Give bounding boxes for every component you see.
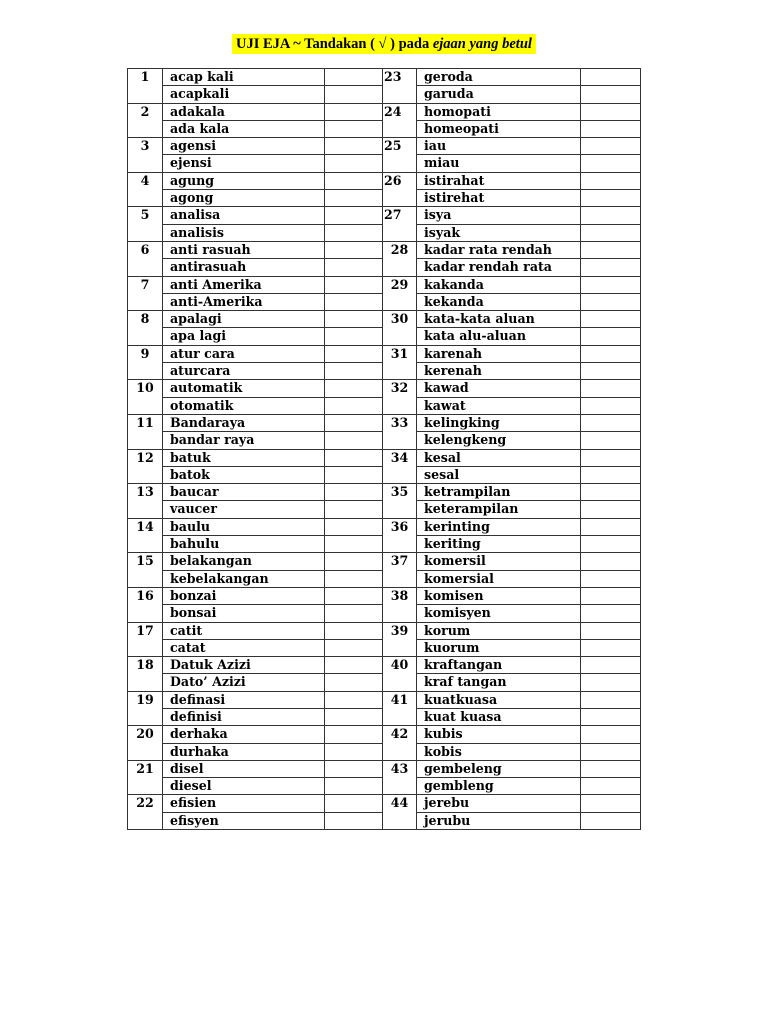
tick-box[interactable] <box>581 518 641 535</box>
table-row <box>128 207 641 224</box>
table-row <box>128 69 641 86</box>
tick-box[interactable] <box>325 726 383 743</box>
spelling-option: Bandaraya <box>163 414 325 431</box>
spelling-option: analisa <box>163 207 325 224</box>
spelling-option: bahulu <box>163 536 325 553</box>
tick-box[interactable] <box>325 795 383 812</box>
tick-box[interactable] <box>581 397 641 414</box>
tick-box[interactable] <box>325 691 383 708</box>
question-number: 32 <box>383 380 417 415</box>
spelling-option: anti-Amerika <box>163 293 325 310</box>
table-row <box>128 587 641 604</box>
tick-box[interactable] <box>581 743 641 760</box>
spelling-option: apa lagi <box>163 328 325 345</box>
question-number: 36 <box>383 518 417 553</box>
tick-box[interactable] <box>325 69 383 86</box>
title-emphasis: ejaan yang betul <box>432 36 532 52</box>
tick-box[interactable] <box>325 743 383 760</box>
tick-box[interactable] <box>325 138 383 155</box>
spelling-option: kekanda <box>417 293 581 310</box>
spelling-option: Datuk Azizi <box>163 657 325 674</box>
spelling-option: jerubu <box>417 812 581 829</box>
tick-box[interactable] <box>581 190 641 207</box>
question-number: 12 <box>128 449 163 484</box>
spelling-option: sesal <box>417 466 581 483</box>
tick-box[interactable] <box>325 276 383 293</box>
table-row <box>128 311 641 328</box>
spelling-option: gembeleng <box>417 760 581 777</box>
spelling-option: definasi <box>163 691 325 708</box>
table-row <box>128 518 641 535</box>
worksheet-title <box>232 34 536 54</box>
tick-box[interactable] <box>325 432 383 449</box>
tick-box[interactable] <box>581 293 641 310</box>
table-row <box>128 795 641 812</box>
spelling-option: korum <box>417 622 581 639</box>
tick-box[interactable] <box>325 414 383 431</box>
spelling-option: kata-kata aluan <box>417 311 581 328</box>
question-number: 40 <box>383 657 417 692</box>
spelling-option: durhaka <box>163 743 325 760</box>
spelling-option: komisen <box>417 587 581 604</box>
table-row <box>128 449 641 466</box>
tick-box[interactable] <box>325 553 383 570</box>
question-number: 8 <box>128 311 163 346</box>
spelling-option: kuatkuasa <box>417 691 581 708</box>
question-number: 3 <box>128 138 163 173</box>
tick-box[interactable] <box>325 484 383 501</box>
tick-box[interactable] <box>581 466 641 483</box>
spelling-table <box>127 68 641 830</box>
question-number: 6 <box>128 241 163 276</box>
tick-box[interactable] <box>581 726 641 743</box>
table-row <box>128 103 641 120</box>
spelling-option: agong <box>163 190 325 207</box>
spelling-option: otomatik <box>163 397 325 414</box>
spelling-option: kerinting <box>417 518 581 535</box>
tick-box[interactable] <box>581 639 641 656</box>
tick-box[interactable] <box>581 812 641 829</box>
table-row <box>128 622 641 639</box>
question-number: 19 <box>128 691 163 726</box>
tick-box[interactable] <box>581 795 641 812</box>
spelling-option: ada kala <box>163 120 325 137</box>
tick-box[interactable] <box>325 449 383 466</box>
spelling-option: kadar rendah rata <box>417 259 581 276</box>
spelling-option: catit <box>163 622 325 639</box>
spelling-option: kobis <box>417 743 581 760</box>
spelling-option: komersial <box>417 570 581 587</box>
tick-box[interactable] <box>325 536 383 553</box>
tick-box[interactable] <box>325 397 383 414</box>
tick-box[interactable] <box>325 587 383 604</box>
question-number: 14 <box>128 518 163 553</box>
spelling-option: istirahat <box>417 172 581 189</box>
tick-box[interactable] <box>581 86 641 103</box>
tick-box[interactable] <box>325 311 383 328</box>
tick-box[interactable] <box>325 760 383 777</box>
tick-box[interactable] <box>581 380 641 397</box>
spelling-option: kawad <box>417 380 581 397</box>
table-row <box>128 484 641 501</box>
spelling-option: Dato’ Azizi <box>163 674 325 691</box>
spelling-option: keterampilan <box>417 501 581 518</box>
tick-box[interactable] <box>325 380 383 397</box>
question-number: 21 <box>128 760 163 795</box>
question-number: 13 <box>128 484 163 519</box>
spelling-option: adakala <box>163 103 325 120</box>
spelling-option: kawat <box>417 397 581 414</box>
tick-box[interactable] <box>581 207 641 224</box>
question-number: 41 <box>383 691 417 726</box>
tick-box[interactable] <box>581 138 641 155</box>
tick-box[interactable] <box>325 708 383 725</box>
question-number: 15 <box>128 553 163 588</box>
tick-box[interactable] <box>325 778 383 795</box>
tick-box[interactable] <box>581 414 641 431</box>
tick-box[interactable] <box>581 553 641 570</box>
question-number: 23 <box>383 69 417 104</box>
spelling-option: kelingking <box>417 414 581 431</box>
spelling-option: belakangan <box>163 553 325 570</box>
spelling-option: kesal <box>417 449 581 466</box>
question-number: 39 <box>383 622 417 657</box>
spelling-option: acap kali <box>163 69 325 86</box>
tick-box[interactable] <box>581 605 641 622</box>
question-number: 25 <box>383 138 417 173</box>
question-number: 37 <box>383 553 417 588</box>
table-row <box>128 345 641 362</box>
spelling-option: baucar <box>163 484 325 501</box>
tick-box[interactable] <box>325 605 383 622</box>
tick-box[interactable] <box>581 311 641 328</box>
spelling-option: kebelakangan <box>163 570 325 587</box>
tick-box[interactable] <box>325 518 383 535</box>
table-row <box>128 414 641 431</box>
question-number: 18 <box>128 657 163 692</box>
spelling-option: jerebu <box>417 795 581 812</box>
table-row <box>128 276 641 293</box>
spelling-option: anti rasuah <box>163 241 325 258</box>
question-number: 20 <box>128 726 163 761</box>
spelling-option: keriting <box>417 536 581 553</box>
tick-box[interactable] <box>325 293 383 310</box>
spelling-option: homopati <box>417 103 581 120</box>
tick-box[interactable] <box>581 760 641 777</box>
question-number: 38 <box>383 587 417 622</box>
question-number: 4 <box>128 172 163 207</box>
tick-box[interactable] <box>581 345 641 362</box>
spelling-option: iau <box>417 138 581 155</box>
tick-box[interactable] <box>581 69 641 86</box>
spelling-option: kraftangan <box>417 657 581 674</box>
table-row <box>128 657 641 674</box>
tick-box[interactable] <box>581 570 641 587</box>
table-row <box>128 380 641 397</box>
tick-box[interactable] <box>581 587 641 604</box>
spelling-option: baulu <box>163 518 325 535</box>
tick-box[interactable] <box>581 501 641 518</box>
tick-box[interactable] <box>325 172 383 189</box>
spelling-option: bandar raya <box>163 432 325 449</box>
tick-box[interactable] <box>581 224 641 241</box>
spelling-option: antirasuah <box>163 259 325 276</box>
spelling-option: kadar rata rendah <box>417 241 581 258</box>
tick-box[interactable] <box>581 708 641 725</box>
spelling-option: catat <box>163 639 325 656</box>
spelling-option: batok <box>163 466 325 483</box>
spelling-option: efisyen <box>163 812 325 829</box>
tick-box[interactable] <box>325 812 383 829</box>
table-row <box>128 691 641 708</box>
spelling-option: kata alu-aluan <box>417 328 581 345</box>
question-number: 2 <box>128 103 163 138</box>
tick-box[interactable] <box>581 120 641 137</box>
title-instruction: UJI EJA ~ Tandakan ( √ ) pada <box>236 36 433 52</box>
question-number: 43 <box>383 760 417 795</box>
spelling-option: ejensi <box>163 155 325 172</box>
spelling-option: acapkali <box>163 86 325 103</box>
table-row <box>128 760 641 777</box>
tick-box[interactable] <box>325 328 383 345</box>
spelling-option: karenah <box>417 345 581 362</box>
tick-box[interactable] <box>325 570 383 587</box>
spelling-option: vaucer <box>163 501 325 518</box>
question-number: 33 <box>383 414 417 449</box>
spelling-option: komersil <box>417 553 581 570</box>
spelling-option: ketrampilan <box>417 484 581 501</box>
question-number: 1 <box>128 69 163 104</box>
spelling-option: derhaka <box>163 726 325 743</box>
question-number: 7 <box>128 276 163 311</box>
spelling-option: analisis <box>163 224 325 241</box>
spelling-option: miau <box>417 155 581 172</box>
tick-box[interactable] <box>325 345 383 362</box>
tick-box[interactable] <box>581 484 641 501</box>
spelling-option: kuat kuasa <box>417 708 581 725</box>
spelling-option: kelengkeng <box>417 432 581 449</box>
question-number: 11 <box>128 414 163 449</box>
spelling-option: efisien <box>163 795 325 812</box>
table-row <box>128 553 641 570</box>
tick-box[interactable] <box>581 432 641 449</box>
tick-box[interactable] <box>325 224 383 241</box>
tick-box[interactable] <box>325 103 383 120</box>
question-number: 27 <box>383 207 417 242</box>
question-number: 28 <box>383 241 417 276</box>
question-number: 42 <box>383 726 417 761</box>
tick-box[interactable] <box>325 241 383 258</box>
spelling-option: isya <box>417 207 581 224</box>
spelling-option: anti Amerika <box>163 276 325 293</box>
tick-box[interactable] <box>581 449 641 466</box>
spelling-option: homeopati <box>417 120 581 137</box>
tick-box[interactable] <box>581 691 641 708</box>
question-number: 26 <box>383 172 417 207</box>
tick-box[interactable] <box>581 674 641 691</box>
spelling-option: kakanda <box>417 276 581 293</box>
spelling-option: bonsai <box>163 605 325 622</box>
spelling-option: agung <box>163 172 325 189</box>
tick-box[interactable] <box>325 86 383 103</box>
spelling-option: garuda <box>417 86 581 103</box>
tick-box[interactable] <box>581 363 641 380</box>
spelling-option: aturcara <box>163 363 325 380</box>
tick-box[interactable] <box>325 363 383 380</box>
question-number: 10 <box>128 380 163 415</box>
spelling-option: geroda <box>417 69 581 86</box>
question-number: 17 <box>128 622 163 657</box>
spelling-option: batuk <box>163 449 325 466</box>
question-number: 29 <box>383 276 417 311</box>
question-number: 9 <box>128 345 163 380</box>
spelling-option: diesel <box>163 778 325 795</box>
table-row <box>128 726 641 743</box>
spelling-option: isyak <box>417 224 581 241</box>
table-row <box>128 138 641 155</box>
spelling-option: gembleng <box>417 778 581 795</box>
question-number: 24 <box>383 103 417 138</box>
tick-box[interactable] <box>325 657 383 674</box>
tick-box[interactable] <box>325 155 383 172</box>
tick-box[interactable] <box>581 103 641 120</box>
question-number: 16 <box>128 587 163 622</box>
tick-box[interactable] <box>581 155 641 172</box>
tick-box[interactable] <box>581 328 641 345</box>
spelling-option: komisyen <box>417 605 581 622</box>
spelling-option: agensi <box>163 138 325 155</box>
spelling-option: kuorum <box>417 639 581 656</box>
tick-box[interactable] <box>581 622 641 639</box>
tick-box[interactable] <box>325 622 383 639</box>
spelling-option: kerenah <box>417 363 581 380</box>
tick-box[interactable] <box>325 259 383 276</box>
tick-box[interactable] <box>581 241 641 258</box>
spelling-option: kraf tangan <box>417 674 581 691</box>
spelling-option: kubis <box>417 726 581 743</box>
question-number: 22 <box>128 795 163 830</box>
tick-box[interactable] <box>325 674 383 691</box>
question-number: 44 <box>383 795 417 830</box>
spelling-option: disel <box>163 760 325 777</box>
tick-box[interactable] <box>581 172 641 189</box>
spelling-option: atur cara <box>163 345 325 362</box>
tick-box[interactable] <box>581 259 641 276</box>
question-number: 34 <box>383 449 417 484</box>
spelling-option: definisi <box>163 708 325 725</box>
tick-box[interactable] <box>325 120 383 137</box>
spelling-option: apalagi <box>163 311 325 328</box>
spelling-table-body <box>128 69 641 830</box>
tick-box[interactable] <box>581 778 641 795</box>
tick-box[interactable] <box>325 639 383 656</box>
question-number: 5 <box>128 207 163 242</box>
spelling-option: automatik <box>163 380 325 397</box>
tick-box[interactable] <box>581 657 641 674</box>
question-number: 30 <box>383 311 417 346</box>
table-row <box>128 172 641 189</box>
spelling-option: istirehat <box>417 190 581 207</box>
tick-box[interactable] <box>581 276 641 293</box>
tick-box[interactable] <box>581 536 641 553</box>
tick-box[interactable] <box>325 466 383 483</box>
question-number: 35 <box>383 484 417 519</box>
spelling-option: bonzai <box>163 587 325 604</box>
table-row <box>128 241 641 258</box>
tick-box[interactable] <box>325 207 383 224</box>
tick-box[interactable] <box>325 501 383 518</box>
question-number: 31 <box>383 345 417 380</box>
tick-box[interactable] <box>325 190 383 207</box>
